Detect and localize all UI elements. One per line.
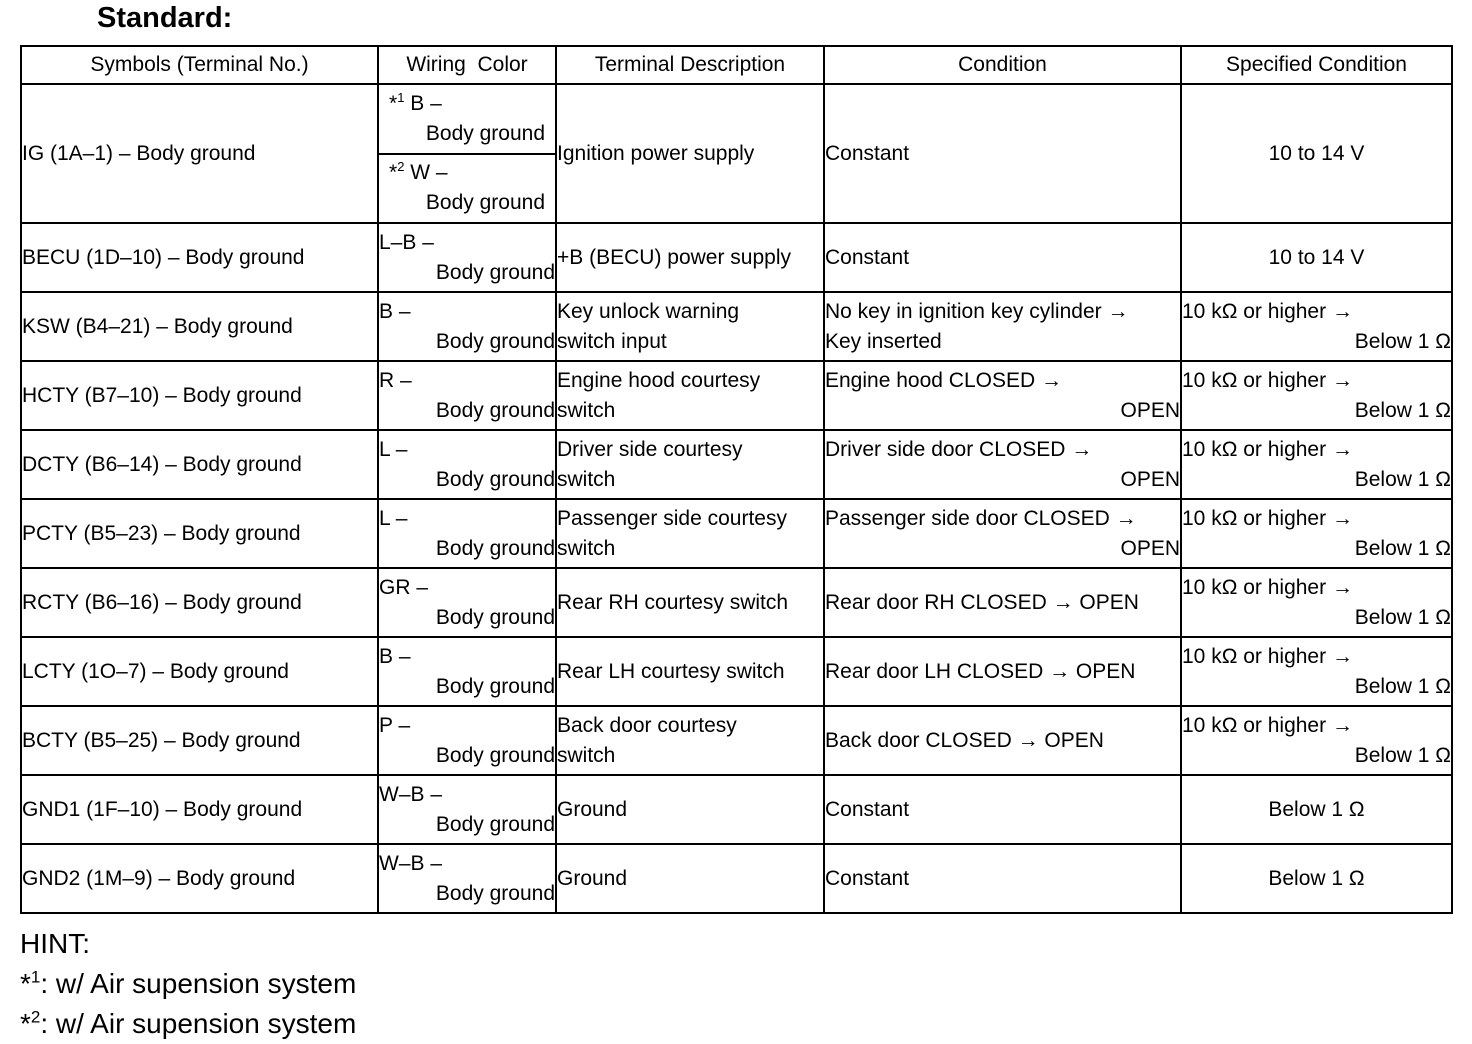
description-cell — [556, 706, 824, 775]
description-cell: Ignition power supply — [556, 84, 824, 223]
table-row — [21, 499, 1452, 568]
wiring-color-cell — [378, 706, 556, 775]
symbol-cell: LCTY (1O–7) – Body ground — [21, 637, 378, 706]
symbol-cell: RCTY (B6–16) – Body ground — [21, 568, 378, 637]
condition-cell: Rear door RH CLOSED → OPEN — [824, 568, 1181, 637]
footnote-number: 2 — [30, 1007, 41, 1027]
description-cell — [556, 292, 824, 361]
footnote-number: 1 — [397, 89, 405, 105]
specified-cell: 10 to 14 V — [1181, 84, 1452, 223]
symbol-cell: KSW (B4–21) – Body ground — [21, 292, 378, 361]
symbol-cell: HCTY (B7–10) – Body ground — [21, 361, 378, 430]
specified-line: 10 kΩ or higher → — [1182, 299, 1353, 323]
hint-note-text: : w/ Air supension system — [40, 968, 357, 999]
symbol-cell: GND1 (1F–10) – Body ground — [21, 775, 378, 844]
specified-cell — [1181, 430, 1452, 499]
wiring-color-cell — [378, 844, 556, 913]
description-cell: Ground — [556, 775, 824, 844]
wiring-color-cell — [378, 499, 556, 568]
wire-ground: Body ground — [435, 605, 555, 629]
description-line: switch input — [557, 329, 667, 353]
wire-color: W–B – — [379, 851, 443, 875]
terminal-spec-table — [20, 45, 1453, 914]
specified-cell — [1181, 292, 1452, 361]
description-cell — [556, 361, 824, 430]
wiring-color-cell — [378, 775, 556, 844]
specified-line: Below 1 Ω — [1354, 398, 1451, 422]
specified-line: Below 1 Ω — [1354, 605, 1451, 629]
wire-color: R – — [379, 368, 412, 392]
symbol-cell: BECU (1D–10) – Body ground — [21, 223, 378, 292]
condition-cell — [824, 361, 1181, 430]
table-row — [21, 292, 1452, 361]
description-line: Driver side courtesy — [557, 437, 743, 461]
footnote-mark: * — [389, 161, 398, 185]
wire-ground: Body ground — [425, 121, 545, 145]
description-line: Back door courtesy — [557, 713, 737, 737]
specified-cell — [1181, 637, 1452, 706]
condition-line: Driver side door CLOSED → — [825, 437, 1093, 461]
specified-line: 10 kΩ or higher → — [1182, 368, 1353, 392]
footnote-mark: * — [20, 968, 31, 999]
wiring-color-cell — [378, 361, 556, 430]
footnote-number: 1 — [30, 967, 41, 987]
wire-color: L – — [379, 506, 408, 530]
wiring-color-cell — [378, 430, 556, 499]
column-header-condition: Condition — [824, 46, 1181, 84]
specified-line: 10 kΩ or higher → — [1182, 575, 1353, 599]
specified-cell: 10 to 14 V — [1181, 223, 1452, 292]
hint-section — [20, 924, 356, 1044]
wire-color: W – — [404, 161, 448, 185]
wiring-color-cell — [378, 568, 556, 637]
condition-line: Key inserted — [825, 329, 942, 353]
description-line: Engine hood courtesy — [557, 368, 761, 392]
table-header-row — [21, 46, 1452, 84]
hint-note — [20, 1004, 356, 1044]
wire-color: P – — [379, 713, 411, 737]
description-line: switch — [557, 743, 616, 767]
symbol-cell: DCTY (B6–14) – Body ground — [21, 430, 378, 499]
condition-cell: Constant — [824, 844, 1181, 913]
wire-ground: Body ground — [435, 674, 555, 698]
wire-ground: Body ground — [435, 329, 555, 353]
column-header-specified-condition: Specified Condition — [1181, 46, 1452, 84]
table-row — [21, 361, 1452, 430]
condition-cell: Rear door LH CLOSED → OPEN — [824, 637, 1181, 706]
condition-cell — [824, 292, 1181, 361]
wire-ground: Body ground — [435, 398, 555, 422]
wire-ground: Body ground — [435, 260, 555, 284]
specified-line: 10 kΩ or higher → — [1182, 644, 1353, 668]
table-row — [21, 223, 1452, 292]
column-header-terminal-description: Terminal Description — [556, 46, 824, 84]
wiring-color-cell — [378, 84, 556, 223]
specified-line: Below 1 Ω — [1354, 674, 1451, 698]
wire-color: GR – — [379, 575, 429, 599]
specified-line: 10 kΩ or higher → — [1182, 713, 1353, 737]
specified-line: Below 1 Ω — [1354, 536, 1451, 560]
condition-cell — [824, 430, 1181, 499]
description-line: Key unlock warning — [557, 299, 740, 323]
description-line: Passenger side courtesy — [557, 506, 787, 530]
description-cell — [556, 430, 824, 499]
description-cell: Rear LH courtesy switch — [556, 637, 824, 706]
wiring-color-cell — [378, 292, 556, 361]
wire-ground: Body ground — [425, 191, 545, 215]
symbol-cell: GND2 (1M–9) – Body ground — [21, 844, 378, 913]
description-line: switch — [557, 536, 616, 560]
column-header-symbols: Symbols (Terminal No.) — [21, 46, 378, 84]
condition-line: OPEN — [1120, 398, 1180, 422]
condition-cell: Constant — [824, 84, 1181, 223]
specified-cell: Below 1 Ω — [1181, 844, 1452, 913]
hint-note — [20, 964, 356, 1004]
wire-color: B – — [379, 299, 411, 323]
specified-line: Below 1 Ω — [1354, 329, 1451, 353]
description-line: switch — [557, 398, 616, 422]
condition-line: Passenger side door CLOSED → — [825, 506, 1137, 530]
table-row — [21, 568, 1452, 637]
condition-cell: Constant — [824, 223, 1181, 292]
specified-line: Below 1 Ω — [1354, 743, 1451, 767]
specified-line: 10 kΩ or higher → — [1182, 506, 1353, 530]
condition-line: No key in ignition key cylinder → — [825, 299, 1129, 323]
wire-ground: Body ground — [435, 536, 555, 560]
specified-cell — [1181, 706, 1452, 775]
description-cell: +B (BECU) power supply — [556, 223, 824, 292]
symbol-cell: IG (1A–1) – Body ground — [21, 84, 378, 223]
symbol-cell: BCTY (B5–25) – Body ground — [21, 706, 378, 775]
wiring-color-cell — [378, 637, 556, 706]
table-row — [21, 775, 1452, 844]
wire-color: W–B – — [379, 782, 443, 806]
condition-line: Engine hood CLOSED → — [825, 368, 1062, 392]
specified-cell — [1181, 499, 1452, 568]
specified-cell: Below 1 Ω — [1181, 775, 1452, 844]
description-cell: Ground — [556, 844, 824, 913]
footnote-mark: * — [20, 1008, 31, 1039]
wire-color: L–B – — [379, 230, 434, 254]
footnote-number: 2 — [397, 159, 405, 175]
wiring-color-cell — [378, 223, 556, 292]
table-row — [21, 637, 1452, 706]
condition-line: OPEN — [1120, 467, 1180, 491]
page-heading: Standard: — [97, 2, 233, 34]
wire-ground: Body ground — [435, 812, 555, 836]
symbol-cell: PCTY (B5–23) – Body ground — [21, 499, 378, 568]
specified-cell — [1181, 361, 1452, 430]
specified-line: Below 1 Ω — [1354, 467, 1451, 491]
hint-note-text: : w/ Air supension system — [40, 1008, 357, 1039]
condition-cell: Constant — [824, 775, 1181, 844]
wire-ground: Body ground — [435, 881, 555, 905]
table-row — [21, 706, 1452, 775]
wire-color: B – — [379, 644, 411, 668]
column-header-wiring-color: Wiring Color — [378, 46, 556, 84]
condition-cell — [824, 499, 1181, 568]
specified-cell — [1181, 568, 1452, 637]
table-row — [21, 430, 1452, 499]
wire-ground: Body ground — [435, 743, 555, 767]
specified-line: 10 kΩ or higher → — [1182, 437, 1353, 461]
condition-cell: Back door CLOSED → OPEN — [824, 706, 1181, 775]
hint-title: HINT: — [20, 928, 90, 959]
description-cell — [556, 499, 824, 568]
wire-color: L – — [379, 437, 408, 461]
wire-ground: Body ground — [435, 467, 555, 491]
description-cell: Rear RH courtesy switch — [556, 568, 824, 637]
condition-line: OPEN — [1120, 536, 1180, 560]
table-row — [21, 844, 1452, 913]
description-line: switch — [557, 467, 616, 491]
wire-color: B – — [404, 91, 442, 115]
table-row — [21, 84, 1452, 223]
footnote-mark: * — [389, 91, 398, 115]
